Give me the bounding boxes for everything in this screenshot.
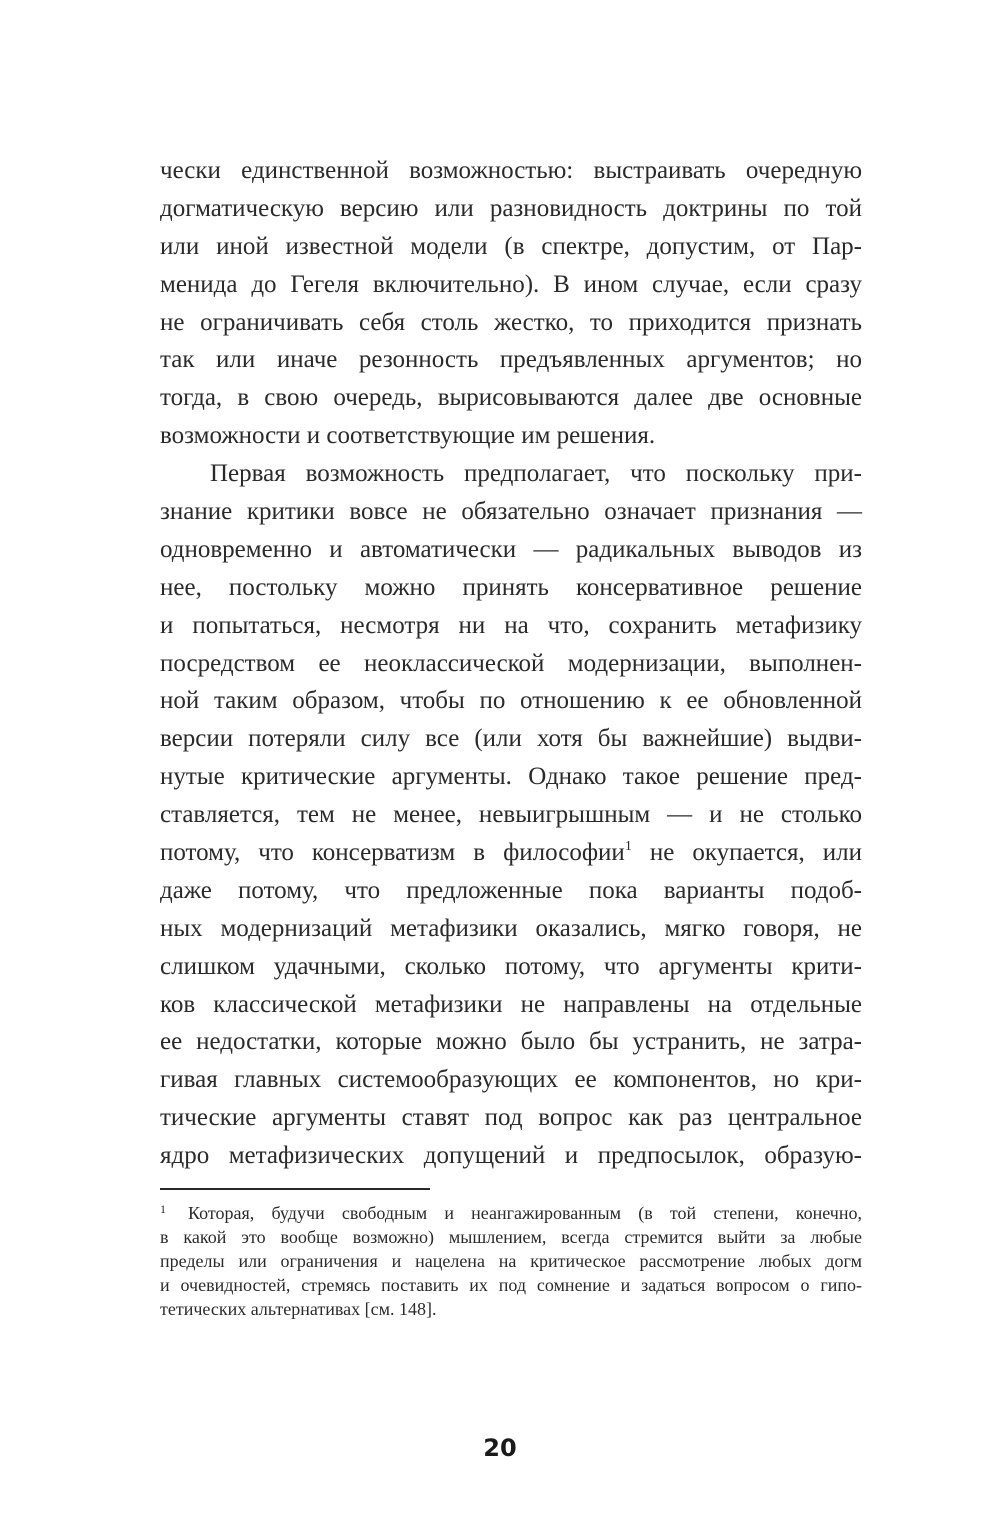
footnote-line — [160, 1201, 862, 1225]
text-line: не ограничивать себя столь жестко, то приходится признать — [160, 308, 862, 336]
text-segment: не окупается, или — [649, 839, 862, 867]
text-line: тогда, в свою очередь, вырисовываются далее две основные — [160, 384, 862, 412]
text-line: так или иначе резонность предъявленных аргументов; но — [160, 346, 862, 374]
text-line: ков классической метафизики не направлены на отдельные — [160, 990, 862, 1018]
text-line: нутые критические аргументы. Однако такое решение пред- — [160, 763, 862, 791]
text-line: одновременно и автоматически — радикальных выводов из — [160, 535, 862, 563]
text-line: гивая главных системообразующих ее компонентов, но кри- — [160, 1066, 862, 1094]
text-line: или иной известной модели (в спектре, допустим, от Пар- — [160, 232, 862, 260]
text-segment: потому, что консерватизм в философии — [160, 839, 625, 867]
text-line: ядро метафизических допущений и предпосылок, образую- — [160, 1142, 862, 1170]
text-line: даже потому, что предложенные пока варианты подоб- — [160, 876, 862, 904]
text-line: чески единственной возможностью: выстраивать очередную — [160, 157, 862, 184]
footnote-line: и очевидностей, стремясь поставить их под сомнение и задаться вопросом о гипо- — [160, 1275, 862, 1295]
main-text — [160, 152, 862, 1175]
text-line: версии потеряли силу все (или хотя бы важнейшие) выдви- — [160, 725, 862, 753]
footnote-divider — [160, 1188, 430, 1190]
text-line: тические аргументы ставят под вопрос как раз центральное — [160, 1104, 862, 1132]
text-line: и попытаться, несмотря ни на что, сохранить метафизику — [160, 611, 862, 639]
footnote-line: пределы или ограничения и нацелена на критическое рассмотрение любых догм — [160, 1251, 862, 1271]
text-line: слишком удачными, сколько потому, что аргументы крити- — [160, 952, 862, 980]
footnote-line: тетических альтернативах [см. 148]. — [160, 1299, 437, 1319]
text-line-with-footnote-ref — [160, 834, 862, 872]
text-line: знание критики вовсе не обязательно означает признания — — [160, 498, 862, 526]
text-line: Первая возможность предполагает, что поскольку при- — [210, 460, 862, 488]
text-line: ставляется, тем не менее, невыигрышным — и не столько — [160, 801, 862, 829]
footnote-text: Которая, будучи свободным и неангажированным (в той степени, конечно, — [188, 1203, 862, 1223]
text-line: догматическую версию или разновидность доктрины по той — [160, 194, 862, 222]
footnote — [160, 1201, 862, 1321]
text-line: нее, постольку можно принять консервативное решение — [160, 573, 862, 601]
text-line: ной таким образом, чтобы по отношению к ее обновленной — [160, 687, 862, 715]
text-line: посредством ее неоклассической модернизации, выполнен- — [160, 649, 862, 677]
text-line: ных модернизаций метафизики оказались, мягко говоря, не — [160, 914, 862, 942]
text-line: менида до Гегеля включительно). В ином случае, если сразу — [160, 270, 862, 298]
footnote-line: в какой это вообще возможно) мышлением, всегда стремится выйти за любые — [160, 1227, 862, 1247]
footnote-marker: 1 — [160, 1202, 166, 1216]
page-number: 20 — [483, 1434, 517, 1462]
text-line: ее недостатки, которые можно было бы устранить, не затра- — [160, 1028, 862, 1056]
footnote-reference[interactable]: 1 — [624, 839, 632, 855]
text-line: возможности и соответствующие им решения. — [160, 422, 656, 450]
